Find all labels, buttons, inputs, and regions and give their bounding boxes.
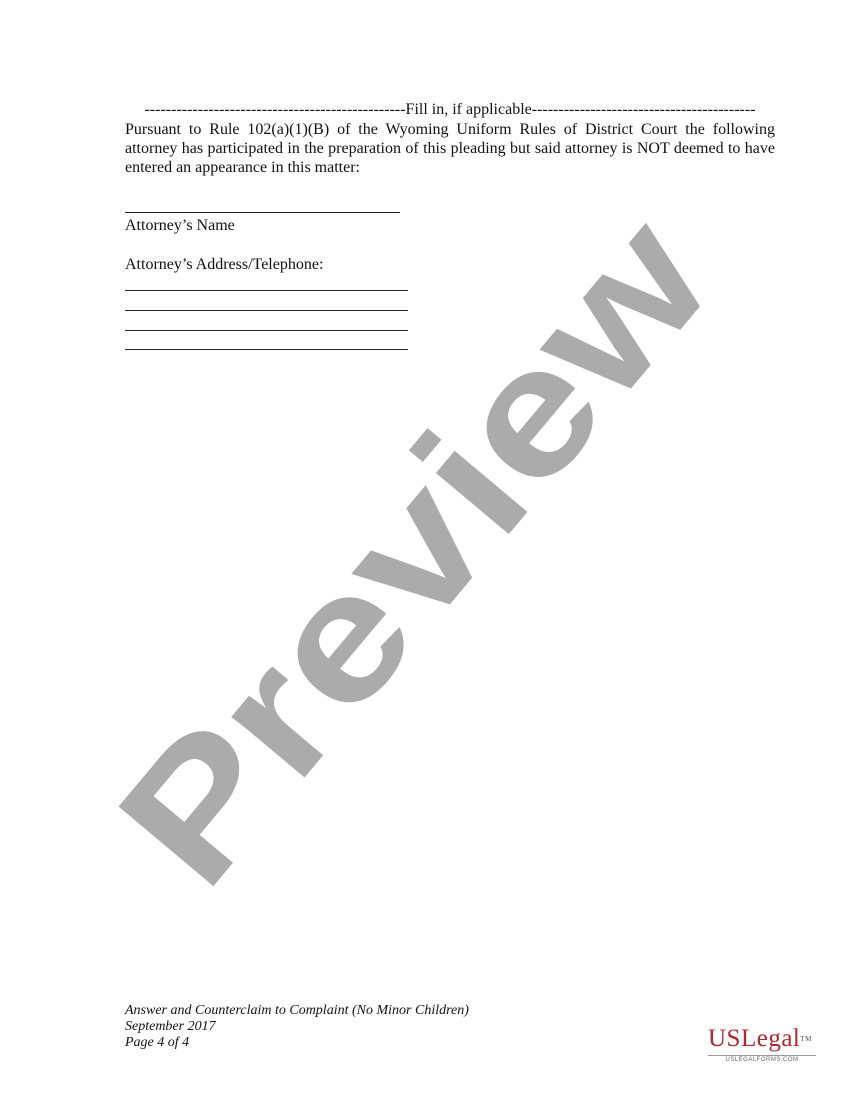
address-line-1 (125, 290, 408, 291)
footer-page: Page 4 of 4 (125, 1035, 190, 1050)
footer-date: September 2017 (125, 1019, 216, 1034)
uslegal-logo-name: USLegal (708, 1025, 801, 1052)
uslegal-logo-text (708, 1025, 823, 1053)
attorney-name-signature-line (125, 212, 400, 213)
document-footer (125, 1003, 469, 1051)
uslegal-logo-rule (708, 1055, 816, 1056)
rule-paragraph: Pursuant to Rule 102(a)(1)(B) of the Wyoming Uniform Rules of District Court the following attorney has participated in the preparation of this pleading but said attorney is NOT deemed to have entered an appearance in this matter: (125, 121, 775, 176)
address-line-4 (125, 349, 408, 350)
footer-title: Answer and Counterclaim to Complaint (No Minor Children) (125, 1003, 469, 1018)
uslegal-logo-subtext: USLEGALFORMS.COM (725, 1057, 799, 1063)
preview-watermark-text: Preview (80, 271, 672, 923)
address-line-2 (125, 310, 408, 311)
attorney-name-label: Attorney’s Name (125, 217, 235, 234)
uslegal-logo-tm: TM (800, 1035, 812, 1043)
fill-in-divider: -------------------------------------------------Fill in, if applicable------------------------------------------ (144, 101, 756, 118)
attorney-address-label: Attorney’s Address/Telephone: (125, 256, 324, 273)
address-line-3 (125, 330, 408, 331)
uslegal-logo (708, 1025, 823, 1070)
